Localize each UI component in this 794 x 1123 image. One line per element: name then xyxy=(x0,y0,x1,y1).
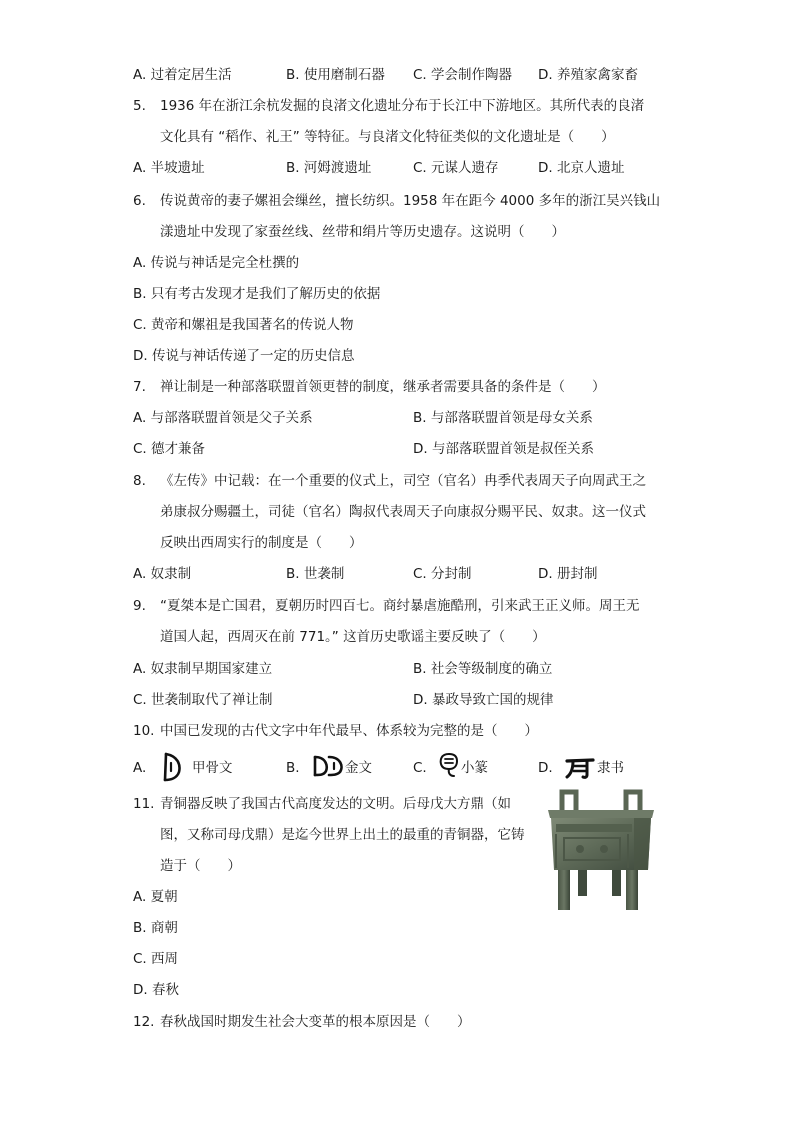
q5-number: 5. xyxy=(133,98,146,114)
q6-stem-line2: 漾遗址中发现了家蚕丝线、丝带和绢片等历史遗存。这说明（ ） xyxy=(160,224,565,240)
q5-option-c[interactable]: C. 元谋人遗存 xyxy=(413,160,499,176)
q7-number: 7. xyxy=(133,379,146,395)
q8-number: 8. xyxy=(133,473,146,489)
q8-option-a[interactable]: A. 奴隶制 xyxy=(133,566,192,582)
q10-number: 10. xyxy=(133,723,155,739)
q10-option-c-label: 小篆 xyxy=(461,760,488,776)
q4-option-d[interactable]: D. 养殖家禽家畜 xyxy=(538,67,638,83)
q5-option-b[interactable]: B. 河姆渡遗址 xyxy=(286,160,372,176)
q11-stem-line1: 青铜器反映了我国古代高度发达的文明。后母戊大方鼎（如 xyxy=(160,796,511,812)
q10-option-a-letter[interactable]: A. xyxy=(133,760,147,776)
q11-option-b[interactable]: B. 商朝 xyxy=(133,920,178,936)
q7-stem-line1: 禅让制是一种部落联盟首领更替的制度，继承者需要具备的条件是（ ） xyxy=(160,379,606,395)
q7-option-d[interactable]: D. 与部落联盟首领是叔侄关系 xyxy=(413,441,594,457)
q9-option-a[interactable]: A. 奴隶制早期国家建立 xyxy=(133,661,273,677)
q11-option-c[interactable]: C. 西周 xyxy=(133,951,179,967)
q11-option-a[interactable]: A. 夏朝 xyxy=(133,889,178,905)
q7-option-b[interactable]: B. 与部落联盟首领是母女关系 xyxy=(413,410,593,426)
q10-stem-line1: 中国已发现的古代文字中年代最早、体系较为完整的是（ ） xyxy=(160,723,538,739)
q5-option-a[interactable]: A. 半坡遗址 xyxy=(133,160,205,176)
q10-option-a-label: 甲骨文 xyxy=(192,760,233,776)
q8-option-d[interactable]: D. 册封制 xyxy=(538,566,598,582)
q9-option-d[interactable]: D. 暴政导致亡国的规律 xyxy=(413,692,554,708)
q6-option-b[interactable]: B. 只有考古发现才是我们了解历史的依据 xyxy=(133,286,381,302)
q10-option-b-letter[interactable]: B. xyxy=(286,760,300,776)
q5-option-d[interactable]: D. 北京人遗址 xyxy=(538,160,625,176)
q12-stem-line1: 春秋战国时期发生社会大变革的根本原因是（ ） xyxy=(160,1014,471,1030)
q5-stem-line1: 1936 年在浙江余杭发掘的良渚文化遗址分布于长江中下游地区。其所代表的良渚 xyxy=(160,98,645,114)
q7-option-c[interactable]: C. 德才兼备 xyxy=(133,441,206,457)
q8-option-c[interactable]: C. 分封制 xyxy=(413,566,472,582)
q9-stem-line1: “夏桀本是亡国君，夏朝历时四百七。商纣暴虐施酷刑，引来武王正义师。周王无 xyxy=(160,598,640,614)
q5-stem-line2: 文化具有 “稻作、礼王” 等特征。与良渚文化特征类似的文化遗址是（ ） xyxy=(160,129,615,145)
q6-option-c[interactable]: C. 黄帝和嫘祖是我国著名的传说人物 xyxy=(133,317,354,333)
clerical-script-moon-glyph xyxy=(565,757,595,779)
q4-option-c[interactable]: C. 学会制作陶器 xyxy=(413,67,513,83)
q6-option-a[interactable]: A. 传说与神话是完全杜撰的 xyxy=(133,255,300,271)
q9-number: 9. xyxy=(133,598,146,614)
q10-option-c-letter[interactable]: C. xyxy=(413,760,427,776)
q4-option-b[interactable]: B. 使用磨制石器 xyxy=(286,67,385,83)
q11-option-d[interactable]: D. 春秋 xyxy=(133,982,179,998)
q6-option-d[interactable]: D. 传说与神话传递了一定的历史信息 xyxy=(133,348,355,364)
q7-option-a[interactable]: A. 与部落联盟首领是父子关系 xyxy=(133,410,313,426)
q8-option-b[interactable]: B. 世袭制 xyxy=(286,566,345,582)
q11-number: 11. xyxy=(133,796,155,812)
q10-option-d-label: 隶书 xyxy=(597,760,624,776)
q9-option-b[interactable]: B. 社会等级制度的确立 xyxy=(413,661,553,677)
q6-stem-line1: 传说黄帝的妻子嫘祖会缫丝，擅长纺织。1958 年在距今 4000 多年的浙江吴兴钱山 xyxy=(160,193,661,209)
q8-stem-line2: 弟康叔分赐疆土，司徒（官名）陶叔代表周天子向康叔分赐平民、奴隶。这一仪式 xyxy=(160,504,646,520)
q4-option-a[interactable]: A. 过着定居生活 xyxy=(133,67,232,83)
bronze-inscription-moon-glyph xyxy=(312,754,346,778)
q8-stem-line3: 反映出西周实行的制度是（ ） xyxy=(160,535,363,551)
q11-stem-line2: 图，又称司母戊鼎）是迄今世界上出土的最重的青铜器，它铸 xyxy=(160,827,525,843)
q10-option-d-letter[interactable]: D. xyxy=(538,760,553,776)
oracle-bone-moon-glyph xyxy=(161,752,183,782)
q11-stem-line3: 造于（ ） xyxy=(160,858,241,874)
q12-number: 12. xyxy=(133,1014,155,1030)
q9-option-c[interactable]: C. 世袭制取代了禅让制 xyxy=(133,692,273,708)
q9-stem-line2: 道国人起，西周灭在前 771。” 这首历史歌谣主要反映了（ ） xyxy=(160,629,546,645)
houmuwu-ding-image xyxy=(542,788,660,914)
q10-option-b-label: 金文 xyxy=(345,760,372,776)
q8-stem-line1: 《左传》中记载：在一个重要的仪式上，司空（官名）冉季代表周天子向周武王之 xyxy=(160,473,646,489)
q6-number: 6. xyxy=(133,193,146,209)
small-seal-moon-glyph xyxy=(438,752,460,778)
